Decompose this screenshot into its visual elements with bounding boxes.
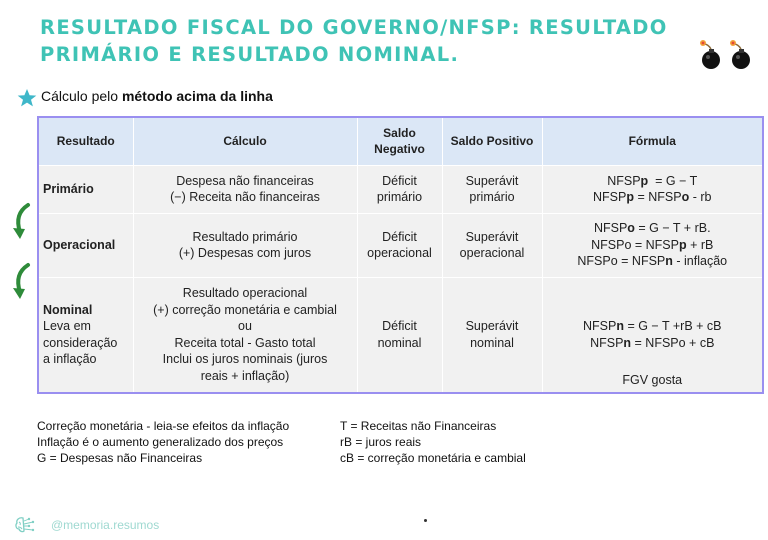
row-label-text: Nominal (43, 302, 93, 317)
subtitle-emphasis: método acima da linha (121, 88, 273, 104)
fiscal-result-table (37, 116, 764, 394)
formula-line (543, 318, 763, 335)
formula-line (543, 335, 763, 352)
curved-arrow-icon (10, 202, 34, 240)
formula-line (543, 189, 763, 206)
note-line: rB = juros reais (340, 435, 422, 449)
formula-part-bold: o (627, 221, 635, 236)
formula-part: = NFSP (634, 190, 682, 204)
saldo-positivo-line: operacional (459, 246, 525, 260)
table-row-operacional (38, 213, 763, 277)
stray-dot (424, 519, 427, 522)
notes-right (340, 418, 526, 466)
calculo-line: reais + inflação) (200, 368, 290, 383)
row-label (38, 277, 133, 393)
formula-note: FGV gosta (622, 372, 683, 387)
saldo-positivo-cell (442, 277, 542, 393)
row-label-note: a inflação (43, 352, 97, 367)
page-title: RESULTADO FISCAL DO GOVERNO/NFSP: RESULTADO PRIMÁRIO E RESULTADO NOMINAL. (40, 16, 668, 66)
header-saldo-positivo: Saldo Positivo (442, 117, 542, 165)
formula-line (543, 253, 763, 270)
formula-part-bold: o (681, 190, 690, 204)
row-label (38, 165, 133, 213)
table-row-nominal (38, 277, 763, 393)
note-line: cB = correção monetária e cambial (340, 451, 526, 465)
row-label-text: Primário (43, 181, 94, 196)
saldo-positivo-cell (442, 165, 542, 213)
formula-part: NFSP (593, 190, 627, 204)
header-formula: Fórmula (542, 117, 763, 165)
calculo-line: (+) correção monetária e cambial (153, 302, 337, 317)
formula-line (543, 220, 763, 237)
saldo-negativo-line: Déficit (382, 173, 417, 188)
footer (14, 515, 159, 535)
formula-part-bold: n (665, 254, 673, 269)
formula-cell (542, 165, 763, 213)
header-saldo-negativo: Saldo Negativo (357, 117, 442, 165)
formula-part: = G − T (648, 173, 698, 188)
table-header-row (38, 117, 763, 165)
saldo-negativo-cell (357, 213, 442, 277)
star-icon (17, 88, 37, 108)
saldo-negativo-line: primário (376, 190, 423, 204)
formula-part: - inflação (672, 254, 728, 269)
note-line: G = Despesas não Financeiras (37, 451, 203, 465)
formula-part: = G − T + rB. (634, 221, 711, 236)
calculo-cell (133, 213, 357, 277)
note-line: Inflação é o aumento generalizado dos preços (37, 435, 284, 449)
formula-part: NFSPo = NFSP (577, 254, 666, 269)
header-resultado: Resultado (38, 117, 133, 165)
formula-line (543, 173, 763, 190)
subtitle-row (17, 86, 273, 106)
calculo-line: Receita total - Gasto total (174, 335, 316, 350)
calculo-line: ou (238, 319, 252, 334)
formula-part-bold: n (616, 319, 624, 334)
table-row-primario (38, 165, 763, 213)
calculo-line: Resultado operacional (182, 286, 308, 301)
row-label-note: consideração (43, 335, 118, 350)
formula-part: + rB (686, 237, 714, 252)
saldo-negativo-cell (357, 165, 442, 213)
saldo-negativo-line: Déficit (382, 229, 417, 244)
formula-part: NFSP (593, 221, 628, 236)
saldo-positivo-line: Superávit (465, 319, 519, 334)
formula-part: = NFSPo + cB (631, 335, 715, 350)
row-label (38, 213, 133, 277)
calculo-line: Inclui os juros nominais (juros (162, 352, 328, 367)
saldo-negativo-cell (357, 277, 442, 393)
curved-arrow-icon (10, 262, 34, 300)
formula-part: NFSPo = NFSP (591, 237, 679, 252)
formula-part-bold: p (640, 173, 649, 188)
saldo-negativo-line: nominal (377, 335, 422, 350)
header-calculo: Cálculo (133, 117, 357, 165)
bomb-icon (694, 38, 756, 72)
note-line: T = Receitas não Financeiras (340, 419, 497, 433)
formula-part-bold: p (678, 237, 687, 252)
calculo-line: (+) Despesas com juros (178, 246, 312, 260)
saldo-positivo-line: Superávit (465, 229, 519, 244)
subtitle-prefix: Cálculo pelo (41, 88, 122, 104)
formula-part: NFSP (583, 319, 617, 334)
formula-cell (542, 277, 763, 393)
saldo-positivo-line: nominal (470, 335, 514, 350)
note-line: Correção monetária - leia-se efeitos da inflação (37, 419, 290, 433)
formula-cell (542, 213, 763, 277)
saldo-negativo-line: operacional (367, 246, 432, 260)
formula-part: NFSP (607, 173, 641, 188)
saldo-positivo-line: primário (469, 190, 515, 204)
footer-handle: @memoria.resumos (51, 518, 160, 532)
calculo-cell (133, 277, 357, 393)
calculo-cell (133, 165, 357, 213)
calculo-line: Despesa não financeiras (176, 173, 314, 188)
formula-part: = G − T +rB + cB (623, 319, 722, 334)
bomb-icon-left (700, 40, 720, 69)
row-label-text: Operacional (43, 237, 116, 252)
saldo-negativo-line: Déficit (382, 319, 417, 334)
saldo-positivo-cell (442, 213, 542, 277)
bomb-icon-right (730, 40, 750, 69)
calculo-line: (−) Receita não financeiras (170, 190, 320, 204)
formula-part: - rb (689, 190, 712, 204)
brain-icon (14, 516, 36, 534)
notes-left (37, 418, 289, 466)
formula-line (543, 237, 763, 254)
formula-part-bold: p (626, 190, 634, 204)
calculo-line: Resultado primário (192, 229, 298, 244)
subtitle (41, 88, 273, 104)
row-label-note: Leva em (43, 319, 91, 334)
saldo-positivo-line: Superávit (465, 173, 519, 188)
formula-part: NFSP (590, 335, 624, 350)
formula-part-bold: n (623, 335, 632, 350)
